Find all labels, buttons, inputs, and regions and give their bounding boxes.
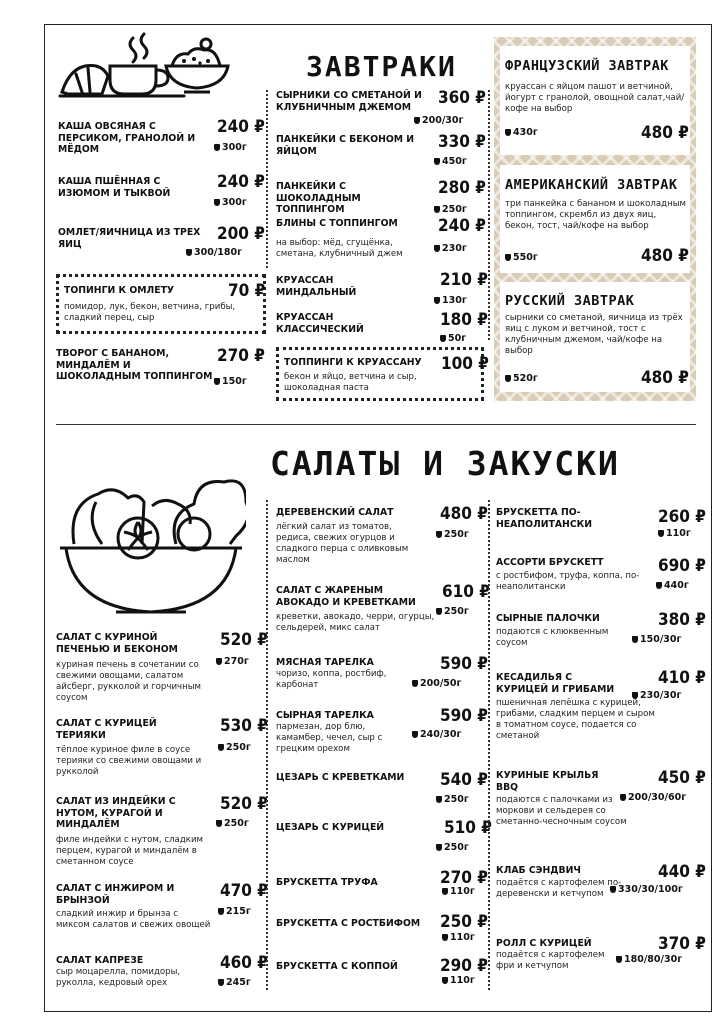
menu-item-name: КРУАССАН МИНДАЛЬНЫЙ bbox=[276, 275, 357, 298]
menu-item-price: 270 ₽ bbox=[440, 868, 488, 888]
menu-item-desc: креветки, авокадо, черри, огурцы, сельдерей, микс салат bbox=[276, 612, 435, 633]
menu-item-weight: 200/30г bbox=[414, 115, 463, 126]
menu-item-desc: подаётся с картофелем фри и кетчупом bbox=[496, 950, 605, 971]
column-divider bbox=[488, 90, 490, 340]
menu-item-weight: 240/30г bbox=[412, 729, 461, 740]
menu-item-name: ПАНКЕЙКИ С ШОКОЛАДНЫМ ТОППИНГОМ bbox=[276, 181, 361, 215]
breakfast-title: ЗАВТРАКИ bbox=[306, 50, 457, 83]
menu-item-price: 540 ₽ bbox=[440, 770, 488, 790]
menu-item-name: БРУСКЕТТА С КОППОЙ bbox=[276, 961, 398, 972]
menu-item-weight: 330/30/100г bbox=[610, 884, 683, 895]
menu-item-weight: 250г bbox=[436, 794, 469, 805]
menu-item-name: САЛАТ С КУРИНОЙ ПЕЧЕНЬЮ И БЕКОНОМ bbox=[56, 632, 178, 655]
menu-item-weight: 150г bbox=[214, 376, 247, 387]
menu-item-price: 460 ₽ bbox=[220, 953, 268, 973]
menu-item-weight: 250г bbox=[434, 204, 467, 215]
menu-item-price: 480 ₽ bbox=[440, 504, 488, 524]
menu-item-desc: филе индейки с нутом, сладким перцем, курагой и миндалём в сметанном соусе bbox=[56, 835, 204, 867]
menu-item-weight: 150/30г bbox=[632, 634, 681, 645]
menu-item-weight: 180/80/30г bbox=[616, 954, 682, 965]
menu-item-weight: 130г bbox=[434, 295, 467, 306]
menu-item-desc: сыр моцарелла, помидоры, руколла, кедровый орех bbox=[56, 967, 181, 988]
menu-item-name: КЕСАДИЛЬЯ С КУРИЦЕЙ И ГРИБАМИ bbox=[496, 672, 615, 695]
menu-item-price: 290 ₽ bbox=[440, 956, 488, 976]
menu-item-weight: 250г bbox=[218, 742, 251, 753]
menu-item-price: 240 ₽ bbox=[217, 172, 265, 192]
menu-item-desc: пармезан, дор блю, камамбер, чечел, сыр с грецким орехом bbox=[276, 722, 383, 754]
set-name: ФРАНЦУЗСКИЙ ЗАВТРАК bbox=[505, 58, 669, 74]
menu-item-price: 370 ₽ bbox=[658, 934, 706, 954]
set-desc: круассан с яйцом пашот и ветчиной, йогурт с гранолой, овощной салат,чай/кофе на выбор bbox=[505, 82, 685, 114]
column-divider bbox=[266, 500, 268, 990]
menu-item-price: 70 ₽ bbox=[228, 281, 266, 301]
menu-item-desc: подаётся с картофелем по-деревенски и кетчупом bbox=[496, 878, 622, 899]
menu-item-name: ТОППИНГИ К КРУАССАНУ bbox=[284, 357, 422, 368]
menu-item-weight: 250г bbox=[216, 818, 249, 829]
menu-item-weight: 245г bbox=[218, 977, 251, 988]
menu-item-name: ДЕРЕВЕНСКИЙ САЛАТ bbox=[276, 507, 394, 518]
menu-item-name: КРУАССАН КЛАССИЧЕСКИЙ bbox=[276, 312, 364, 335]
menu-item-name: МЯСНАЯ ТАРЕЛКА bbox=[276, 657, 374, 668]
menu-item-desc: сладкий инжир и брынза с миксом салатов и свежих овощей bbox=[56, 909, 211, 930]
menu-item-price: 100 ₽ bbox=[441, 354, 489, 374]
menu-item-price: 330 ₽ bbox=[438, 132, 486, 152]
set-desc: три панкейка с бананом и шоколадным топпингом, скрембл из двух яиц, бекон, тост, чай/кофе на выбор bbox=[505, 199, 687, 231]
menu-item-name: БЛИНЫ С ТОППИНГОМ bbox=[276, 218, 398, 229]
menu-item-price: 200 ₽ bbox=[217, 224, 265, 244]
menu-item-price: 240 ₽ bbox=[438, 216, 486, 236]
menu-item-name: ТОПИНГИ К ОМЛЕТУ bbox=[64, 285, 175, 296]
menu-item-desc: бекон и яйцо, ветчина и сыр, шоколадная паста bbox=[284, 372, 417, 393]
set-price: 480 ₽ bbox=[641, 246, 689, 266]
menu-item-price: 590 ₽ bbox=[440, 706, 488, 726]
menu-item-weight: 270г bbox=[216, 656, 249, 667]
menu-item-name: СЫРНАЯ ТАРЕЛКА bbox=[276, 710, 374, 721]
porridge-bowl-icon bbox=[162, 36, 232, 96]
menu-item-name: СЫРНЫЕ ПАЛОЧКИ bbox=[496, 613, 600, 624]
menu-item-name: РОЛЛ С КУРИЦЕЙ bbox=[496, 938, 592, 949]
menu-item-name: БРУСКЕТТА С РОСТБИФОМ bbox=[276, 918, 421, 929]
set-price: 480 ₽ bbox=[641, 368, 689, 388]
menu-item-desc: подаются с палочками из моркови и сельдерея со сметанно-чесночным соусом bbox=[496, 795, 627, 827]
menu-item-name: САЛАТ С КУРИЦЕЙ ТЕРИЯКИ bbox=[56, 718, 157, 741]
salad-bowl-icon bbox=[56, 452, 246, 622]
menu-item-name: КАША ОВСЯНАЯ С ПЕРСИКОМ, ГРАНОЛОЙ И МЁДОМ bbox=[58, 121, 196, 155]
set-weight: 520г bbox=[505, 373, 538, 384]
menu-item-desc: помидор, лук, бекон, ветчина, грибы, сладкий перец, сыр bbox=[64, 302, 236, 323]
menu-item-weight: 110г bbox=[658, 528, 691, 539]
menu-item-price: 690 ₽ bbox=[658, 556, 706, 576]
menu-item-price: 510 ₽ bbox=[444, 818, 492, 838]
menu-item-weight: 450г bbox=[434, 156, 467, 167]
menu-item-price: 610 ₽ bbox=[442, 582, 490, 602]
menu-item-price: 410 ₽ bbox=[658, 668, 706, 688]
menu-item-name: КЛАБ СЭНДВИЧ bbox=[496, 865, 581, 876]
menu-item-desc: чоризо, коппа, ростбиф, карбонат bbox=[276, 669, 387, 690]
menu-item-price: 180 ₽ bbox=[440, 310, 488, 330]
menu-item-weight: 50г bbox=[440, 333, 466, 344]
set-desc: сырники со сметаной, яичница из трёх яиц с луком и ветчиной, тост с клубничным джемом, чай/кофе на выбор bbox=[505, 313, 683, 356]
menu-item-name: САЛАТ С ЖАРЕНЫМ АВОКАДО И КРЕВЕТКАМИ bbox=[276, 585, 416, 608]
menu-item-name: АССОРТИ БРУСКЕТТ bbox=[496, 557, 604, 568]
column-divider bbox=[488, 500, 490, 990]
menu-item-desc: куриная печень в сочетании со свежими овощами, салатом айсберг, рукколой и горчичным соусом bbox=[56, 660, 202, 703]
menu-item-weight: 230г bbox=[434, 243, 467, 254]
menu-item-price: 450 ₽ bbox=[658, 768, 706, 788]
menu-item-weight: 110г bbox=[442, 975, 475, 986]
menu-item-desc: пшеничная лепёшка с курицей, грибами, сладким перцем и сыром в томатном соусе, подается со сметаной bbox=[496, 698, 655, 741]
menu-item-name: ОМЛЕТ/ЯИЧНИЦА ИЗ ТРЕХ ЯИЦ bbox=[58, 227, 201, 250]
menu-item-price: 520 ₽ bbox=[220, 794, 268, 814]
menu-item-weight: 110г bbox=[442, 886, 475, 897]
menu-item-name: ТВОРОГ С БАНАНОМ, МИНДАЛЁМ И ШОКОЛАДНЫМ ТОППИНГОМ bbox=[56, 348, 213, 382]
menu-item-name: СЫРНИКИ СО СМЕТАНОЙ И КЛУБНИЧНЫМ ДЖЕМОМ bbox=[276, 90, 422, 113]
menu-item-name: КУРИНЫЕ КРЫЛЬЯ BBQ bbox=[496, 770, 599, 793]
menu-item-name: САЛАТ КАПРЕЗЕ bbox=[56, 955, 144, 966]
menu-item-weight: 250г bbox=[436, 842, 469, 853]
menu-item-weight: 300г bbox=[214, 142, 247, 153]
menu-item-weight: 230/30г bbox=[632, 690, 681, 701]
menu-item-price: 380 ₽ bbox=[658, 610, 706, 630]
menu-item-desc: тёплое куриное филе в соусе терияки со свежими овощами и рукколой bbox=[56, 745, 202, 777]
menu-item-price: 530 ₽ bbox=[220, 716, 268, 736]
menu-item-name: ЦЕЗАРЬ С КУРИЦЕЙ bbox=[276, 822, 385, 833]
menu-item-name: САЛАТ С ИНЖИРОМ И БРЫНЗОЙ bbox=[56, 883, 175, 906]
column-divider bbox=[266, 90, 268, 268]
menu-item-price: 210 ₽ bbox=[440, 270, 488, 290]
menu-item-weight: 440г bbox=[656, 580, 689, 591]
menu-item-price: 280 ₽ bbox=[438, 178, 486, 198]
menu-item-desc: подаются с клюквенным соусом bbox=[496, 627, 609, 648]
menu-item-name: ЦЕЗАРЬ С КРЕВЕТКАМИ bbox=[276, 772, 405, 783]
menu-item-name: ПАНКЕЙКИ С БЕКОНОМ И ЯЙЦОМ bbox=[276, 134, 415, 157]
menu-item-weight: 300/180г bbox=[186, 247, 242, 258]
menu-item-desc: на выбор: мёд, сгущёнка, сметана, клубничный джем bbox=[276, 238, 403, 259]
menu-item-weight: 250г bbox=[436, 529, 469, 540]
section-divider bbox=[56, 424, 696, 425]
menu-item-name: САЛАТ ИЗ ИНДЕЙКИ С НУТОМ, КУРАГОЙ И МИНДАЛЁМ bbox=[56, 796, 176, 830]
menu-item-weight: 300г bbox=[214, 197, 247, 208]
set-name: РУССКИЙ ЗАВТРАК bbox=[505, 293, 635, 309]
menu-item-name: БРУСКЕТТА ПО-НЕАПОЛИТАНСКИ bbox=[496, 507, 593, 530]
menu-item-price: 360 ₽ bbox=[438, 88, 486, 108]
menu-item-weight: 110г bbox=[442, 932, 475, 943]
set-name: АМЕРИКАНСКИЙ ЗАВТРАК bbox=[505, 177, 678, 193]
menu-item-price: 260 ₽ bbox=[658, 507, 706, 527]
menu-item-price: 270 ₽ bbox=[217, 346, 265, 366]
menu-item-weight: 200/50г bbox=[412, 678, 461, 689]
menu-item-price: 250 ₽ bbox=[440, 912, 488, 932]
menu-item-weight: 200/30/60г bbox=[620, 792, 686, 803]
set-price: 480 ₽ bbox=[641, 123, 689, 143]
menu-item-weight: 250г bbox=[436, 606, 469, 617]
set-weight: 550г bbox=[505, 252, 538, 263]
menu-item-name: КАША ПШЁННАЯ С ИЗЮМОМ И ТЫКВОЙ bbox=[58, 176, 171, 199]
menu-item-weight: 215г bbox=[218, 906, 251, 917]
menu-item-price: 240 ₽ bbox=[217, 117, 265, 137]
menu-item-price: 590 ₽ bbox=[440, 654, 488, 674]
set-weight: 430г bbox=[505, 127, 538, 138]
menu-item-price: 520 ₽ bbox=[220, 630, 268, 650]
salads-title: САЛАТЫ И ЗАКУСКИ bbox=[270, 444, 620, 483]
menu-item-price: 470 ₽ bbox=[220, 881, 268, 901]
menu-item-desc: лёгкий салат из томатов, редиса, свежих огурцов и сладкого перца с оливковым маслом bbox=[276, 522, 409, 565]
menu-item-price: 440 ₽ bbox=[658, 862, 706, 882]
menu-item-name: БРУСКЕТТА ТРУФА bbox=[276, 877, 378, 888]
menu-item-desc: с ростбифом, труфа, коппа, по-неаполитански bbox=[496, 571, 640, 592]
